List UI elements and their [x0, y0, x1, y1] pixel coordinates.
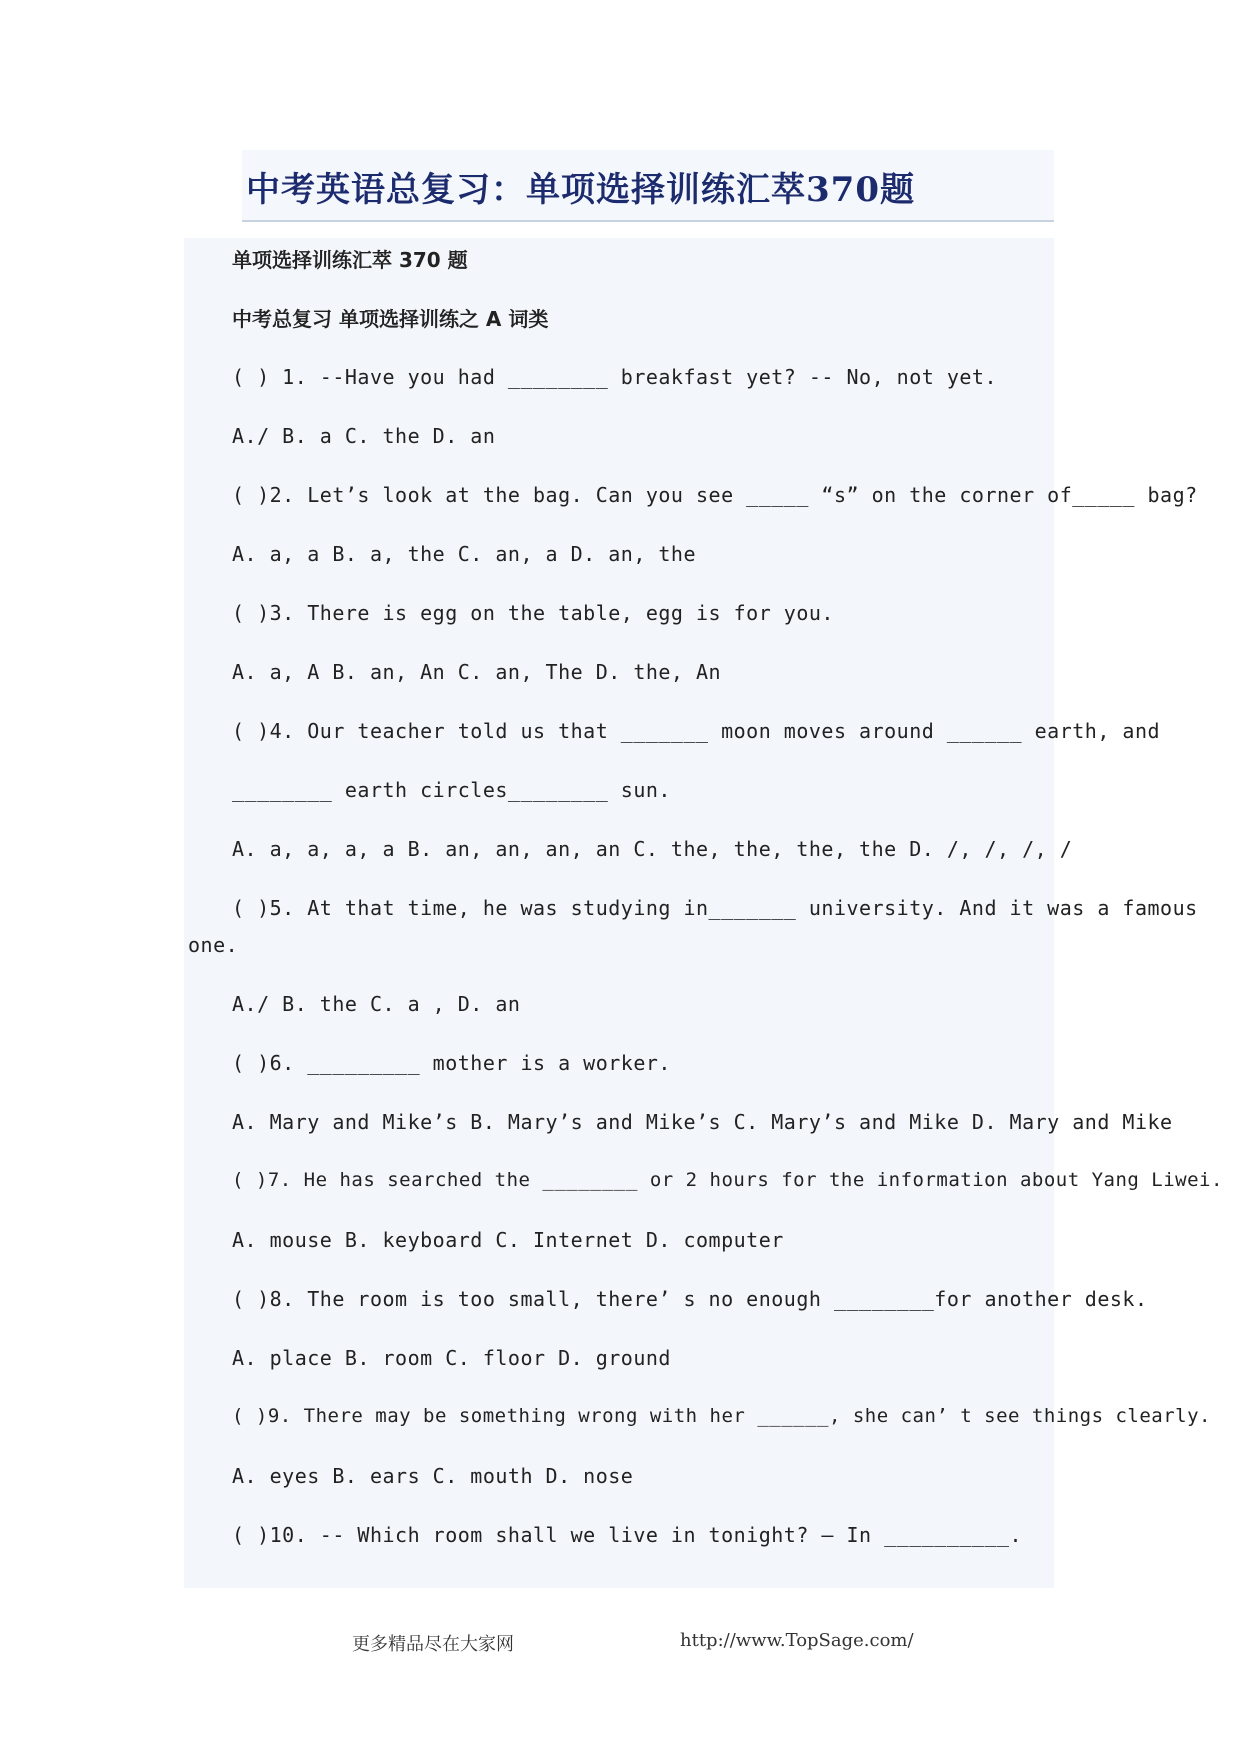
question-10: ( )10. -- Which room shall we live in tonight? – In __________. [232, 1523, 1023, 1547]
question-9: ( )9. There may be something wrong with her ______, she can’ t see things clearly. [232, 1405, 1211, 1427]
options-7: A. mouse B. keyboard C. Internet D. computer [232, 1228, 784, 1252]
footer-left: 更多精品尽在大家网 [352, 1634, 514, 1655]
question-2: ( )2. Let’s look at the bag. Can you see _____ “s” on the corner of_____ bag? [232, 483, 1198, 507]
options-6: A. Mary and Mike’s B. Mary’s and Mike’s C. Mary’s and Mike D. Mary and Mike [232, 1110, 1173, 1134]
options-3: A. a, A B. an, An C. an, The D. the, An [232, 660, 722, 684]
subtitle: 单项选择训练汇萃 370 题 [232, 248, 468, 272]
options-4: A. a, a, a, a B. an, an, an, an C. the, the, the, the D. /, /, /, / [232, 837, 1073, 861]
options-2: A. a, a B. a, the C. an, a D. an, the [232, 542, 697, 566]
options-8: A. place B. room C. floor D. ground [232, 1346, 671, 1370]
question-1: ( ) 1. --Have you had ________ breakfast yet? -- No, not yet. [232, 365, 998, 389]
section-heading: 中考总复习 单项选择训练之 A 词类 [232, 307, 549, 331]
question-4-cont: ________ earth circles________ sun. [232, 778, 671, 802]
options-9: A. eyes B. ears C. mouth D. nose [232, 1464, 634, 1488]
question-7: ( )7. He has searched the ________ or 2 hours for the information about Yang Liwei. [232, 1169, 1223, 1191]
question-4: ( )4. Our teacher told us that _______ moon moves around ______ earth, and [232, 719, 1161, 743]
question-5-cont: one. [188, 933, 239, 957]
options-1: A./ B. a C. the D. an [232, 424, 496, 448]
question-6: ( )6. _________ mother is a worker. [232, 1051, 671, 1075]
question-8: ( )8. The room is too small, there’ s no enough ________for another desk. [232, 1287, 1148, 1311]
footer-link[interactable]: http://www.TopSage.com/ [680, 1630, 914, 1651]
question-3: ( )3. There is egg on the table, egg is for you. [232, 601, 834, 625]
page-title: 中考英语总复习：单项选择训练汇萃370题 [246, 170, 915, 210]
options-5: A./ B. the C. a , D. an [232, 992, 521, 1016]
question-5: ( )5. At that time, he was studying in_______ university. And it was a famous [232, 896, 1198, 920]
